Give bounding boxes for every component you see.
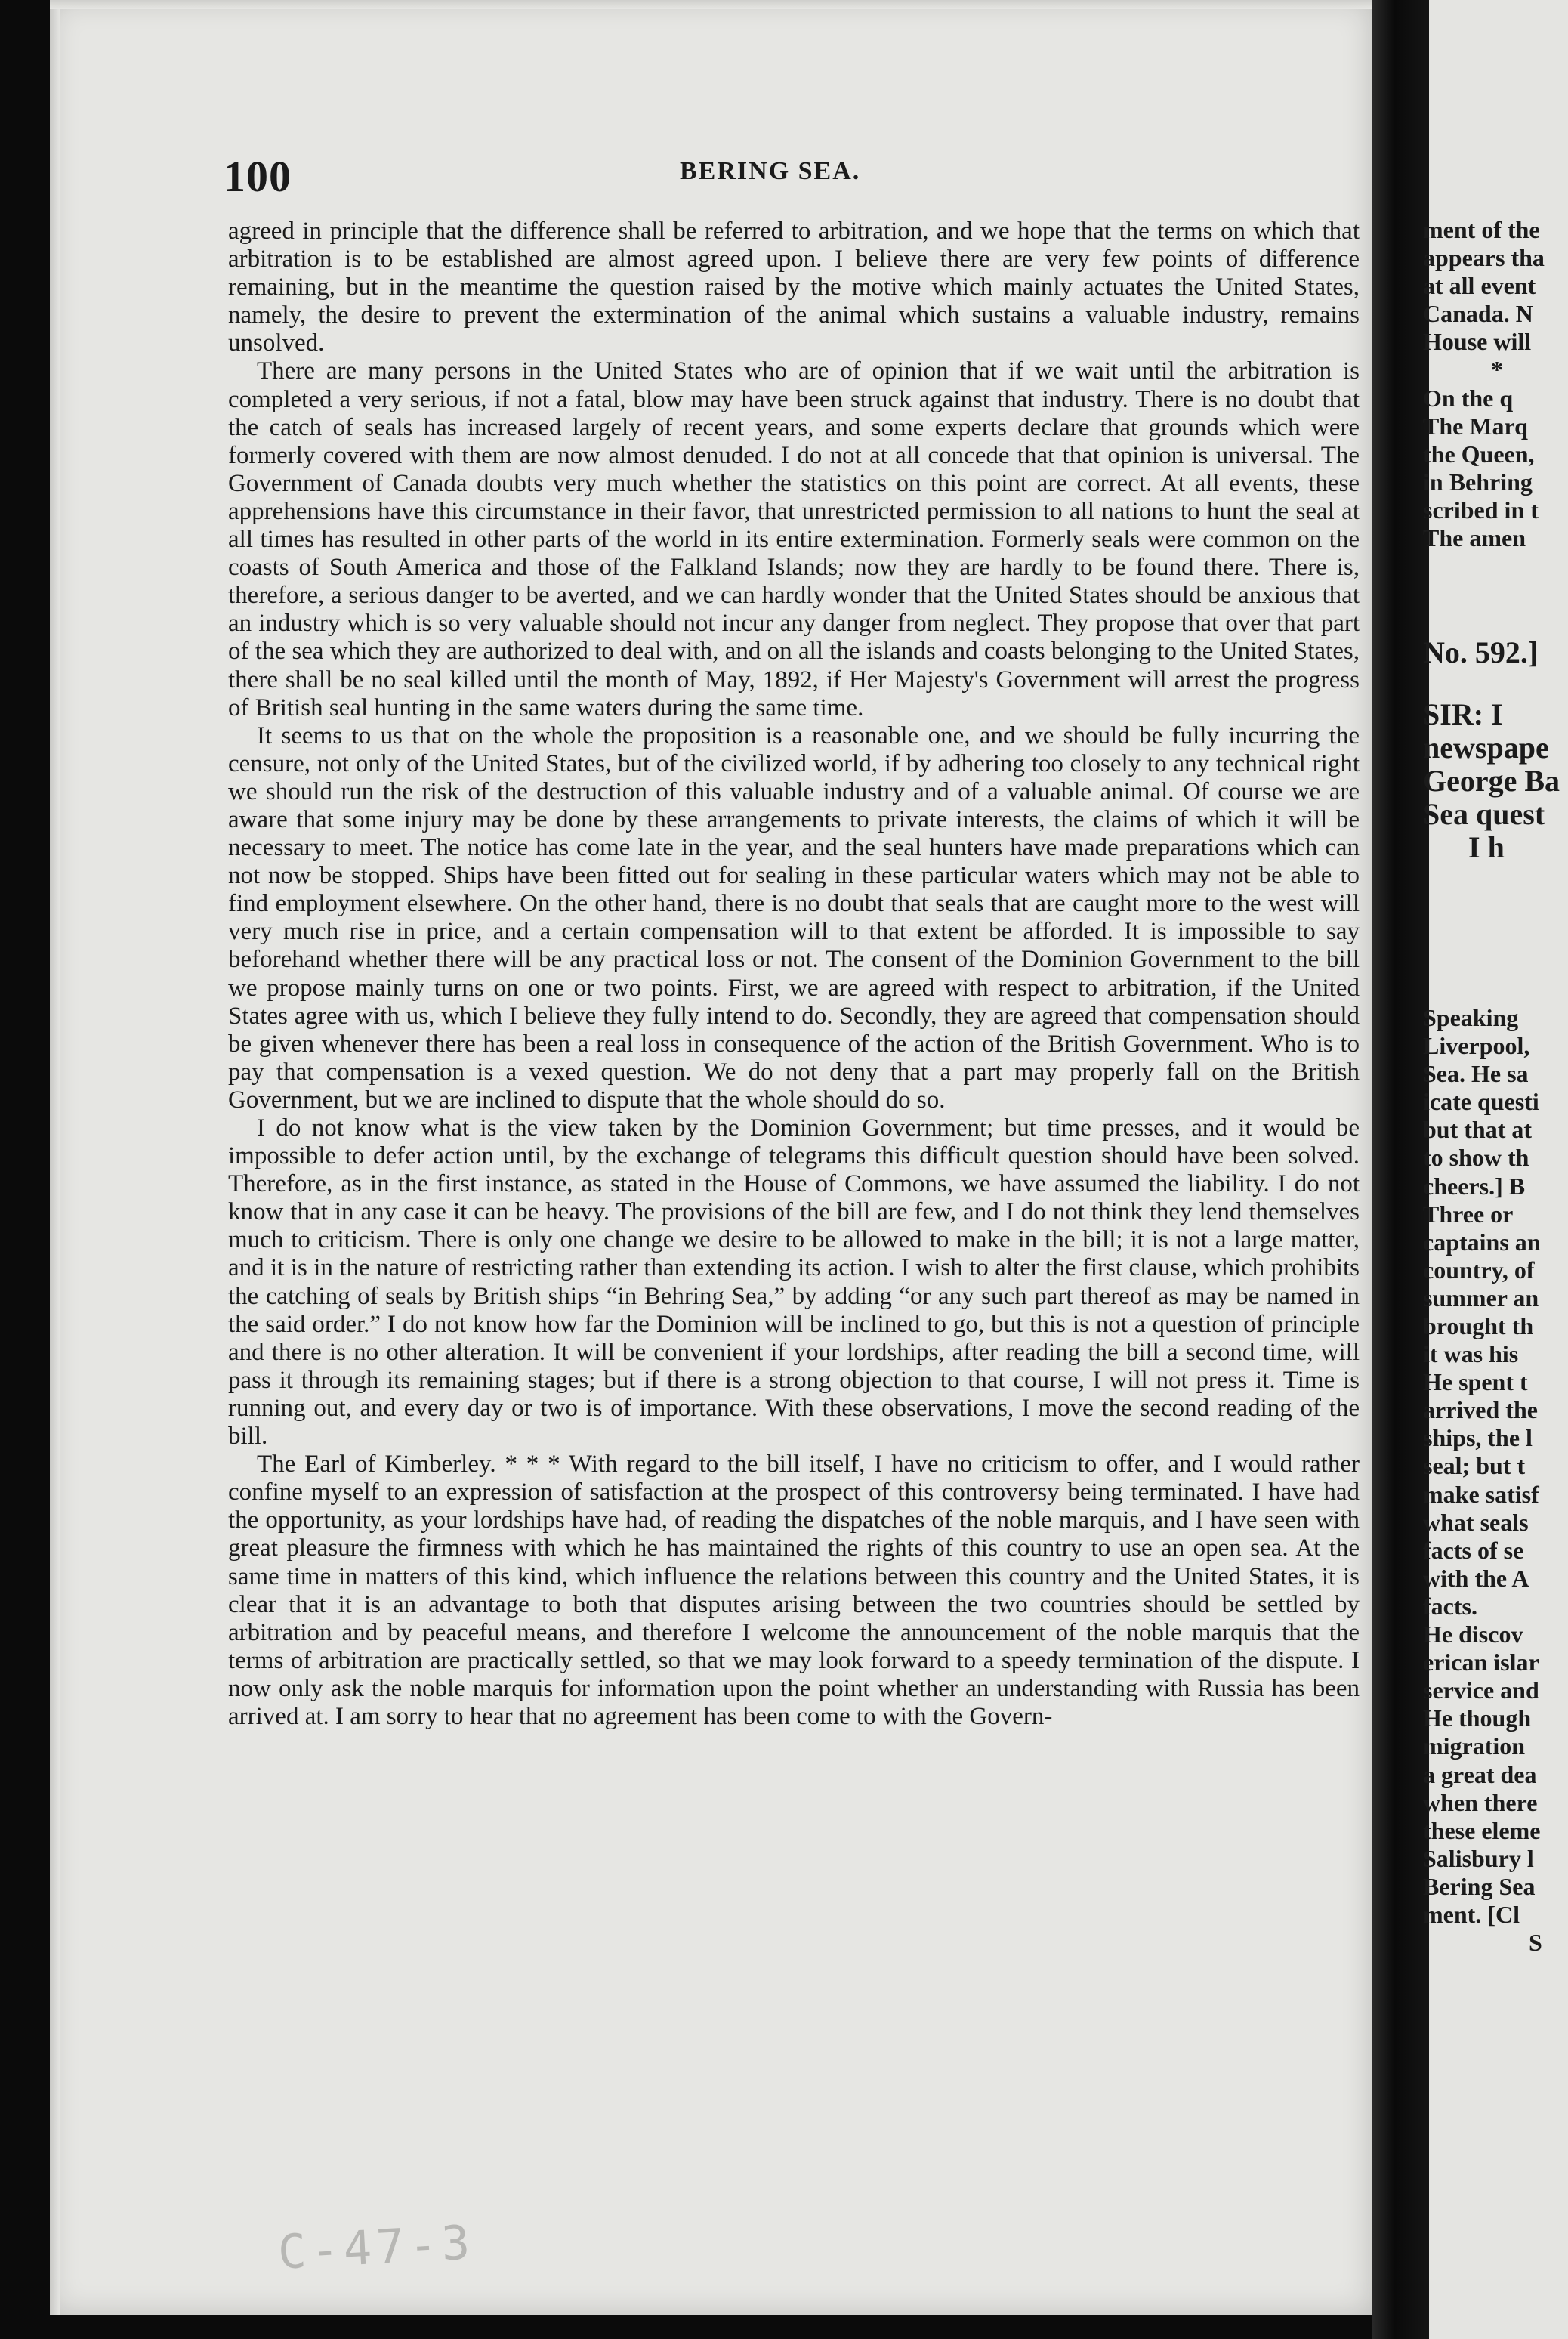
adjacent-line: ment. [Cl	[1423, 1900, 1520, 1928]
adjacent-line: a great dea	[1423, 1760, 1537, 1788]
adjacent-line: it was his	[1423, 1340, 1519, 1368]
adjacent-line: He though	[1423, 1704, 1532, 1732]
adjacent-line: service and	[1423, 1676, 1539, 1704]
adjacent-line: Liverpool,	[1423, 1032, 1530, 1060]
adjacent-letter-line: newspape	[1423, 731, 1549, 765]
book-gutter	[1372, 0, 1429, 2339]
adjacent-line: facts of se	[1423, 1536, 1524, 1564]
adjacent-line: these eleme	[1423, 1816, 1541, 1844]
adjacent-line: cheers.] B	[1423, 1172, 1526, 1200]
running-head: BERING SEA.	[680, 157, 861, 185]
adjacent-line: captains an	[1423, 1228, 1541, 1256]
adjacent-line: Bering Sea	[1423, 1872, 1536, 1900]
adjacent-line: summer an	[1423, 1284, 1539, 1312]
adjacent-letter-line: George Ba	[1423, 764, 1560, 798]
paragraph: There are many persons in the United States who are of opinion that if we wait until the arbitration is completed a very serious, if not a fatal, blow may have been struck against that industry. There is no doubt that the catch of seals has increased largely of recent years, and some experts declare that grounds which were formerly covered with them are now almost denuded. I do not at all concede that that opinion is universal. The Government of Canada doubts very much whether the statistics on this point are correct. At all events, these apprehensions have this circumstance in their favor, that unrestricted permission to all nations to hunt the seal at all times has resulted in other parts of the world in its entire extermination. Formerly seals were common on the coasts of South America and those of the Falkland Islands; now they are hardly to be found there. There is, therefore, a serious danger to be averted, and we can hardly wonder that the United States should be anxious that an industry which is so very valuable should not incur any danger from neglect. They propose that over that part of the sea which they are authorized to deal with, and on all the islands and coasts belonging to the United States, there shall be no seal killed until the month of May, 1892, if Her Majesty's Government will arrest the progress of British seal hunting in the same waters during the same time.	[228, 357, 1360, 721]
adjacent-line: ships, the l	[1423, 1424, 1533, 1452]
adjacent-line: at all event	[1423, 272, 1536, 300]
paragraph: It seems to us that on the whole the proposition is a reasonable one, and we should be fully incurring the censure, not only of the United States, but of the civilized world, if by adhering too closely to any technical right we should run the risk of the destruction of this valuable industry and of a valuable animal. Of course we are aware that some injury may be done by these arrangements to private interests, the claims of which it will be necessary to meet. The notice has come late in the year, and the seal hunters have made preparations which can not now be stopped. Ships have been fitted out for sealing in these particular waters which may not be able to find employment elsewhere. On the other hand, there is no doubt that seals that are caught more to the west will very much rise in price, and a certain compensation will to that extent be afforded. It is impossible to say beforehand whether there will be any practical loss or not. The consent of the Dominion Government to the bill we propose mainly turns on one or two points. First, we are agreed with respect to arbitration, if the United States agree with us, which I believe they fully intend to do. Secondly, they are agreed that compensation should be given whenever there has been a real loss in consequence of the action of the British Government. Who is to pay that compensation is a vexed question. We do not deny that a part may properly fall on the British Government, but we are inclined to dispute that the whole should do so.	[228, 721, 1360, 1114]
adjacent-line: facts.	[1423, 1592, 1477, 1620]
adjacent-line: brought th	[1423, 1312, 1534, 1339]
paragraph: I do not know what is the view taken by the Dominion Government; but time presses, and it would be impossible to defer action until, by the exchange of telegrams this difficult question should have been solved. Therefore, as in the first instance, as stated in the House of Commons, we have assumed the liability. I do not know that in any case it can be heavy. The provisions of the bill are few, and I do not think they lend themselves much to criticism. There is only one change we desire to be allowed to make in the bill; it is not a large matter, and it is in the nature of restricting rather than extending its action. I wish to alter the first clause, which prohibits the catching of seals by British ships “in Behring Sea,” by adding “or any such part thereof as may be named in the said order.” I do not know how far the Dominion will be inclined to go, but this is not a question of principle and there is no other alteration. It will be convenient if your lordships, after reading the bill a second time, will pass it through its remaining stages; but if there is a strong objection to that course, I will not press it. Time is running out, and every day or two is of importance. With these observations, I move the second reading of the bill.	[228, 1114, 1360, 1451]
paragraph: The Earl of Kimberley. * * * With regard to the bill itself, I have no criticism to offer, and I would rather confine myself to an expression of satisfaction at the prospect of this controversy being terminated. I have had the opportunity, as your lordships have had, of reading the dispatches of the noble marquis, and I have seen with great pleasure the firmness with which he has maintained the rights of this country to use an open sea. At the same time in matters of this kind, which influence the relations between this country and the United States, it is clear that it is an advantage to both that disputes arising between the two countries should be settled by arbitration and by peaceful means, and therefore I welcome the announcement of the noble marquis that the terms of arbitration are practically settled, so that we may look forward to a speedy termination of the dispute. I now only ask the noble marquis for information upon the point whether an understanding with Russia has been arrived at. I am sorry to hear that no agreement has been come to with the Govern-	[228, 1451, 1360, 1730]
adjacent-line: The Marq	[1423, 412, 1528, 440]
body-text	[228, 218, 1360, 1731]
adjacent-line: erican islar	[1423, 1648, 1539, 1676]
adjacent-line: scribed in t	[1423, 496, 1539, 524]
adjacent-line: with the A	[1423, 1564, 1529, 1592]
adjacent-line: Canada. N	[1423, 300, 1533, 328]
adjacent-line: icate questi	[1423, 1088, 1539, 1116]
adjacent-line: On the q	[1423, 384, 1514, 412]
adjacent-letter-line: Sea quest	[1423, 797, 1545, 831]
adjacent-line: appears tha	[1423, 244, 1545, 272]
adjacent-line: the Queen,	[1423, 440, 1535, 468]
adjacent-line: arrived the	[1423, 1396, 1538, 1424]
adjacent-line: make satisf	[1423, 1480, 1539, 1508]
adjacent-asterisk: *	[1491, 356, 1503, 384]
adjacent-line: migration	[1423, 1732, 1526, 1760]
adjacent-line: Salisbury l	[1423, 1844, 1534, 1872]
adjacent-doc-number: No. 592.]	[1423, 636, 1539, 670]
page-top-shadow	[50, 0, 1372, 9]
adjacent-line: Sea. He sa	[1423, 1060, 1529, 1088]
adjacent-line: He discov	[1423, 1621, 1523, 1648]
adjacent-line: country, of	[1423, 1256, 1535, 1284]
adjacent-line: House will	[1423, 328, 1532, 356]
adjacent-page-text	[1423, 216, 1568, 1957]
adjacent-line: Speaking	[1423, 1003, 1519, 1031]
adjacent-fragment: S	[1529, 1929, 1542, 1957]
adjacent-line: in Behring	[1423, 468, 1533, 496]
page-edge-shadow	[50, 0, 60, 2315]
adjacent-line: seal; but t	[1423, 1452, 1526, 1480]
library-stamp: C-47-3	[276, 2214, 476, 2280]
adjacent-line: what seals	[1423, 1508, 1529, 1536]
adjacent-line: when there	[1423, 1788, 1538, 1816]
paragraph: agreed in principle that the difference shall be referred to arbitration, and we hope that the terms on which that arbitration is to be established are almost agreed upon. I believe there are very few points of difference remaining, but in the meantime the question raised by the motive which mainly actuates the United States, namely, the desire to prevent the extermination of the animal which sustains a valuable industry, remains unsolved.	[228, 218, 1360, 357]
adjacent-letter-line: SIR: I	[1423, 697, 1503, 731]
adjacent-line: Three or	[1423, 1200, 1514, 1228]
adjacent-line: but that at	[1423, 1116, 1533, 1144]
adjacent-line: ment of the	[1423, 216, 1540, 243]
page-number: 100	[224, 152, 292, 201]
adjacent-letter-line: I h	[1468, 830, 1505, 864]
adjacent-line: He spent t	[1423, 1368, 1528, 1396]
adjacent-line: to show th	[1423, 1144, 1529, 1172]
adjacent-line: The amen	[1423, 524, 1526, 552]
